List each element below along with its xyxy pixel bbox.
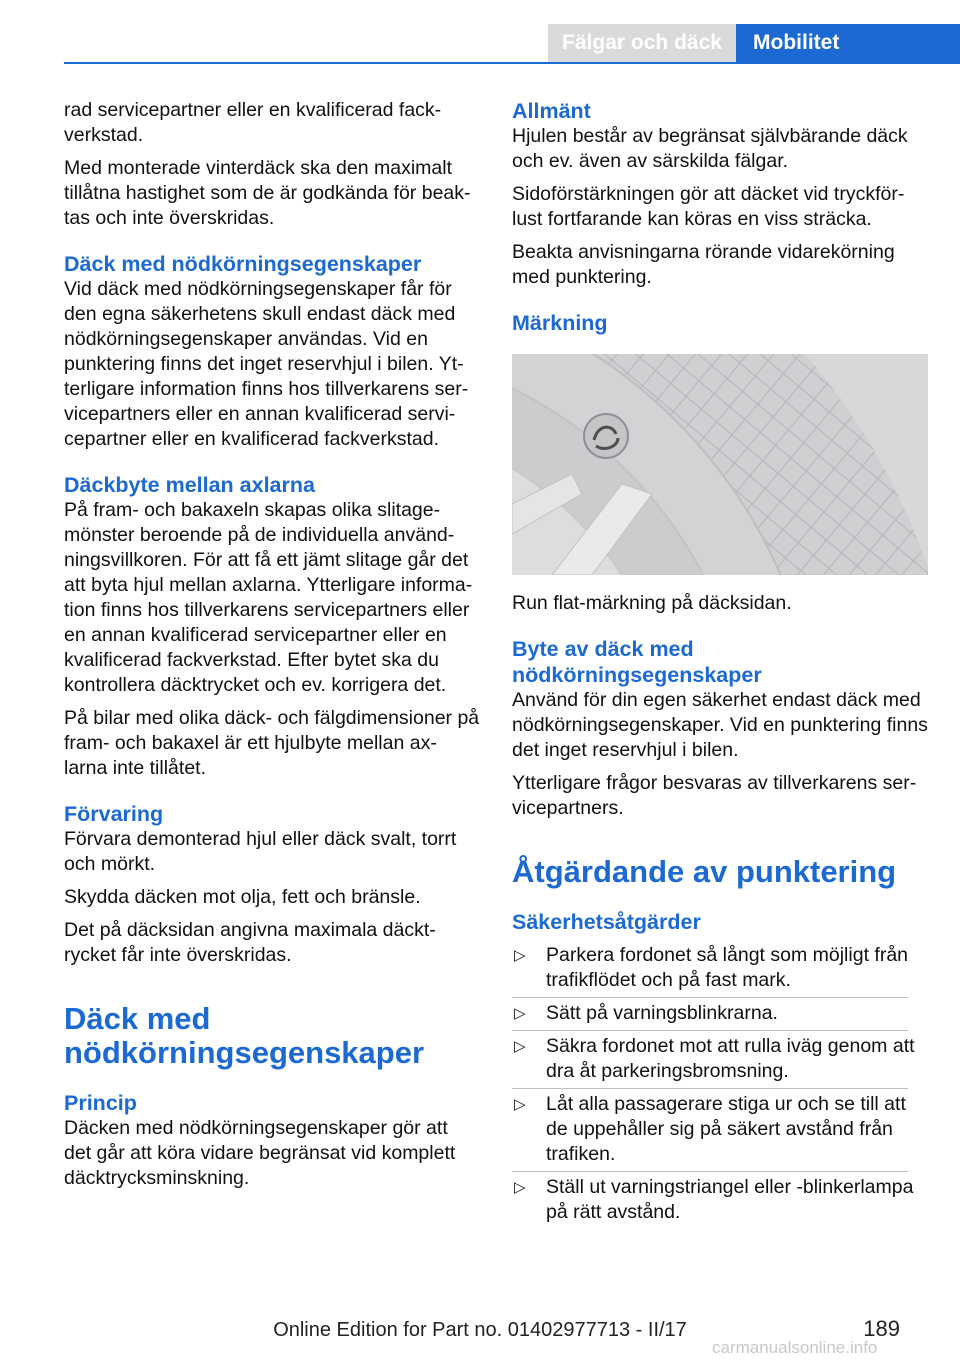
chapter-heading-runflat — [64, 1002, 480, 1070]
heading-line: Byte av däck med — [512, 637, 694, 661]
paragraph: Sidoförstärkningen gör att däcket vid tryckför-lust fortfarande kan köras en viss sträcka. — [512, 183, 905, 230]
step-text: Parkera fordonet så långt som möjligt från trafikflödet och på fast mark. — [546, 944, 909, 991]
paragraph: Däcken med nödkörningsegenskaper gör att det går att köra vidare begränsat vid komplett däcktrycksminskning. — [64, 1117, 456, 1189]
triangle-bullet-icon: ▷ — [514, 1038, 526, 1055]
paragraph: Vid däck med nödkörningsegenskaper får för den egna säkerhetens skull endast däck med nödkörningsegenskaper användas. Vid en punktering finns det inget reservhjul i bilen. Yt-terligare information finns hos tillverkarens ser-vicepartners eller en annan kvalificerad servi-cepartner eller en kvalificerad fackverkstad. — [64, 278, 469, 450]
divider — [512, 997, 908, 998]
paragraph: Använd för din egen säkerhet endast däck med nödkörningsegenskaper. Vid en punktering finns det inget reservhjul i bilen. — [512, 689, 928, 761]
paragraph: Det på däcksidan angivna maximala däckt-rycket får inte överskridas. — [64, 919, 436, 966]
heading-principle: Princip — [64, 1091, 137, 1115]
heading-marking: Märkning — [512, 311, 608, 335]
tyre-sidewall-illustration — [512, 354, 928, 575]
heading-tyre-change — [512, 636, 928, 688]
paragraph: Ytterligare frågor besvaras av tillverkarens ser-vicepartners. — [512, 772, 917, 819]
heading-line: Däck med — [64, 1001, 211, 1036]
heading-storage: Förvaring — [64, 802, 164, 826]
paragraph: Hjulen består av begränsat självbärande däck och ev. även av särskilda fälgar. — [512, 125, 908, 172]
left-column — [64, 98, 480, 1199]
section-tab[interactable]: Fälgar och däck — [548, 24, 736, 62]
paragraph: På bilar med olika däck- och fälgdimensioner på fram- och bakaxel är ett hjulbyte mellan ax-larna inte tillåtet. — [64, 707, 480, 779]
paragraph: På fram- och bakaxeln skapas olika slitage-mönster beroende på de individuella använd-ningsvillkoren. För att få ett jämt slitage går det att byta hjul mellan axlarna. Ytterligare informa-tion finns hos tillverkarens servicepartners eller en annan kvalificerad servicepartner eller en kvalificerad fackverkstad. Efter bytet ska du kontrollera däcktrycket och ev. korrigera det. — [64, 499, 473, 696]
heading-runflat-tyres: Däck med nödkörningsegenskaper — [64, 252, 422, 276]
chapter-tab[interactable]: Mobilitet — [736, 24, 960, 62]
divider — [512, 1088, 908, 1089]
edition-footer: Online Edition for Part no. 01402977713 - II/17 — [273, 1319, 687, 1341]
list-item — [512, 943, 928, 993]
page-number: 189 — [863, 1316, 900, 1341]
list-item — [512, 1092, 928, 1167]
paragraph: Förvara demonterad hjul eller däck svalt, torrt och mörkt. — [64, 828, 457, 875]
list-item — [512, 1034, 928, 1084]
step-text: Låt alla passagerare stiga ur och se till att de uppehåller sig på säkert avstånd från trafiken. — [546, 1093, 906, 1165]
figure-caption: Run flat-märkning på däcksidan. — [512, 592, 792, 614]
right-column — [512, 98, 928, 1233]
paragraph: Med monterade vinterdäck ska den maximalt tillåtna hastighet som de är godkända för beak-tas och inte överskridas. — [64, 157, 471, 229]
paragraph: rad servicepartner eller en kvalificerad fack-verkstad. — [64, 99, 442, 146]
triangle-bullet-icon: ▷ — [514, 1096, 526, 1113]
step-text: Sätt på varningsblinkrarna. — [546, 1002, 778, 1024]
heading-safety: Säkerhetsåtgärder — [512, 910, 701, 934]
step-text: Säkra fordonet mot att rulla iväg genom att dra åt parkeringsbromsning. — [546, 1035, 915, 1082]
page-header — [0, 0, 960, 62]
heading-general: Allmänt — [512, 99, 591, 123]
list-item — [512, 1175, 928, 1225]
step-text: Ställ ut varningstriangel eller -blinkerlampa på rätt avstånd. — [546, 1176, 914, 1223]
chapter-heading-puncture: Åtgärdande av punktering — [512, 854, 897, 889]
tyre-illustration-svg — [512, 354, 928, 575]
paragraph: Skydda däcken mot olja, fett och bränsle. — [64, 886, 421, 908]
heading-line: nödkörningsegenskaper — [512, 663, 762, 687]
safety-steps-list — [512, 943, 928, 1225]
divider — [512, 1030, 908, 1031]
header-rule — [64, 62, 960, 64]
heading-axle-swap: Däckbyte mellan axlarna — [64, 473, 315, 497]
paragraph: Beakta anvisningarna rörande vidarekörning med punktering. — [512, 241, 895, 288]
triangle-bullet-icon: ▷ — [514, 1179, 526, 1196]
triangle-bullet-icon: ▷ — [514, 947, 526, 964]
triangle-bullet-icon: ▷ — [514, 1005, 526, 1022]
list-item — [512, 1001, 928, 1026]
watermark: carmanualsonline.info — [712, 1338, 878, 1357]
divider — [512, 1171, 908, 1172]
runflat-symbol-icon — [584, 414, 628, 458]
heading-line: nödkörningsegenskaper — [64, 1035, 425, 1070]
